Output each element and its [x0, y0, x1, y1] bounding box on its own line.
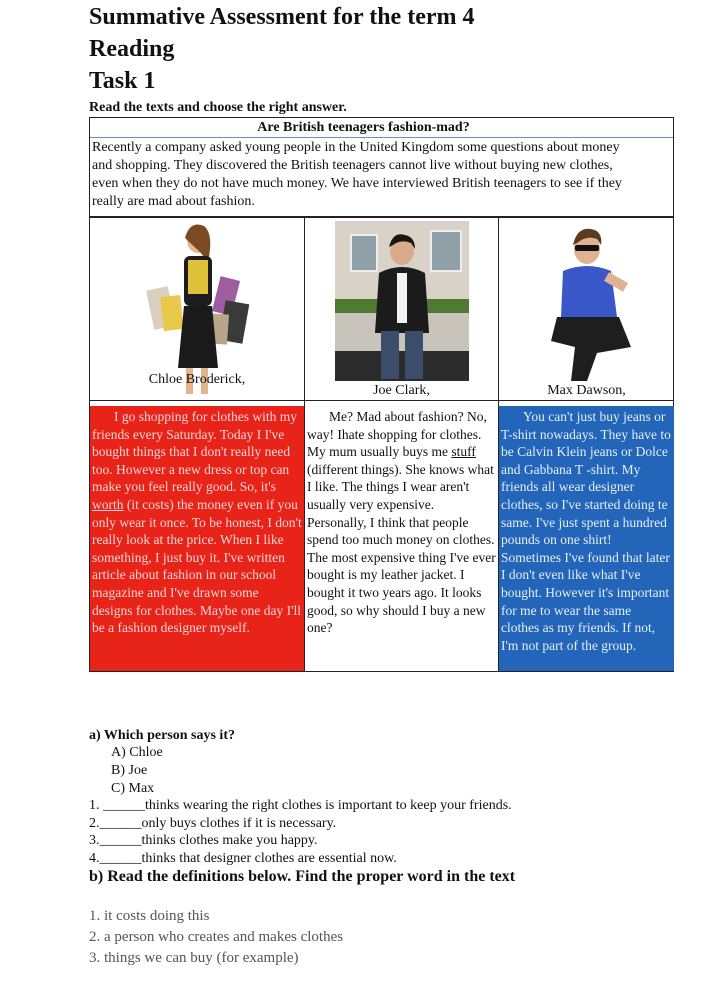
person-column-max — [499, 218, 674, 671]
option-a: A) Chloe — [111, 745, 163, 760]
article-intro — [90, 138, 673, 211]
person-text-chloe: I go shopping for clothes with my friends every Saturday. Today I I've bought things that I don't really need too. However a new dress or top can make you feel really good. So, it's worth (it costs) the money even if you only wear it once. To be honest, I don't really look at the price. When I like something, I just buy it. I've written article about fashion in our school magazine and I've drawn some designs for clothes. Maybe one day I'll be a fashion designer myself. — [90, 406, 304, 671]
young-man-sunglasses-photo — [527, 221, 645, 381]
answer-blank[interactable]: ______ — [99, 816, 142, 831]
answer-blank[interactable]: ______ — [99, 833, 142, 848]
intro-box — [89, 117, 674, 217]
article-title: Are British teenagers fashion-mad? — [257, 120, 470, 135]
person-text-max: You can't just buy jeans or T-shirt nowadays. They have to be Calvin Klein jeans or Dolce and Gabbana T -shirt. My friends all wear designer clothes, so I've started doing te same. I've just spent a hundred pounds on one shirt! Sometimes I've found that later I don't even like what I've bought. However it's important for me to wear the same clothes as my friends. If not, I'm not part of the group. — [499, 406, 674, 671]
document-title: Summative Assessment for the term 4 — [89, 4, 475, 30]
definition-item: 1. it costs doing this — [89, 908, 210, 924]
option-b: B) Joe — [111, 763, 148, 778]
intro-line: really are mad about fashion. — [92, 194, 255, 209]
task-heading: Task 1 — [89, 68, 156, 94]
person-column-joe — [305, 218, 499, 671]
definition-item: 2. a person who creates and makes clothes — [89, 929, 344, 945]
young-man-leather-jacket-photo — [335, 221, 469, 381]
answer-blank[interactable]: ______ — [103, 798, 145, 813]
person-name-chloe: Chloe Broderick, — [148, 372, 246, 387]
question-item: 3.______thinks clothes make you happy. — [89, 833, 318, 848]
task-instruction: Read the texts and choose the right answer. — [89, 100, 347, 115]
question-item: 4.______thinks that designer clothes are essential now. — [89, 851, 397, 866]
person-column-chloe — [90, 218, 305, 671]
answer-blank[interactable]: ______ — [99, 851, 142, 866]
intro-line: Recently a company asked young people in the United Kingdom some questions about money — [92, 140, 620, 155]
keyword-worth: worth — [92, 496, 124, 512]
photo-joe — [335, 221, 469, 381]
person-name-max: Max Dawson, — [547, 383, 626, 398]
intro-line: and shopping. They discovered the British teenagers cannot live without buying new clothes, — [92, 158, 613, 173]
photo-max — [527, 221, 645, 381]
option-c: C) Max — [111, 781, 155, 796]
question-item: 1. ______thinks wearing the right clothes is important to keep your friends. — [89, 798, 512, 813]
people-grid — [89, 217, 674, 672]
subject-heading: Reading — [89, 36, 175, 62]
intro-line: even when they do not have much money. We have interviewed British teenagers to see if they — [92, 176, 622, 191]
definition-item: 3. things we can buy (for example) — [89, 950, 299, 966]
question-a-prompt: a) Which person says it? — [89, 728, 235, 743]
person-text-joe: Me? Mad about fashion? No, way! Ihate shopping for clothes. My mum usually buys me stuff (different things). She knows what I like. The things I wear aren't usually very expensive. Personally, I think that people spend too much money on clothes. The most expensive thing I've ever bought is my leather jacket. I bought it two years ago. It looks good, so why should I buy a new one? — [305, 406, 498, 637]
question-b-prompt: b) Read the definitions below. Find the proper word in the text — [89, 868, 516, 885]
person-name-joe: Joe Clark, — [373, 383, 430, 398]
keyword-stuff: stuff — [451, 444, 476, 460]
question-item: 2.______only buys clothes if it is necessary. — [89, 816, 337, 831]
